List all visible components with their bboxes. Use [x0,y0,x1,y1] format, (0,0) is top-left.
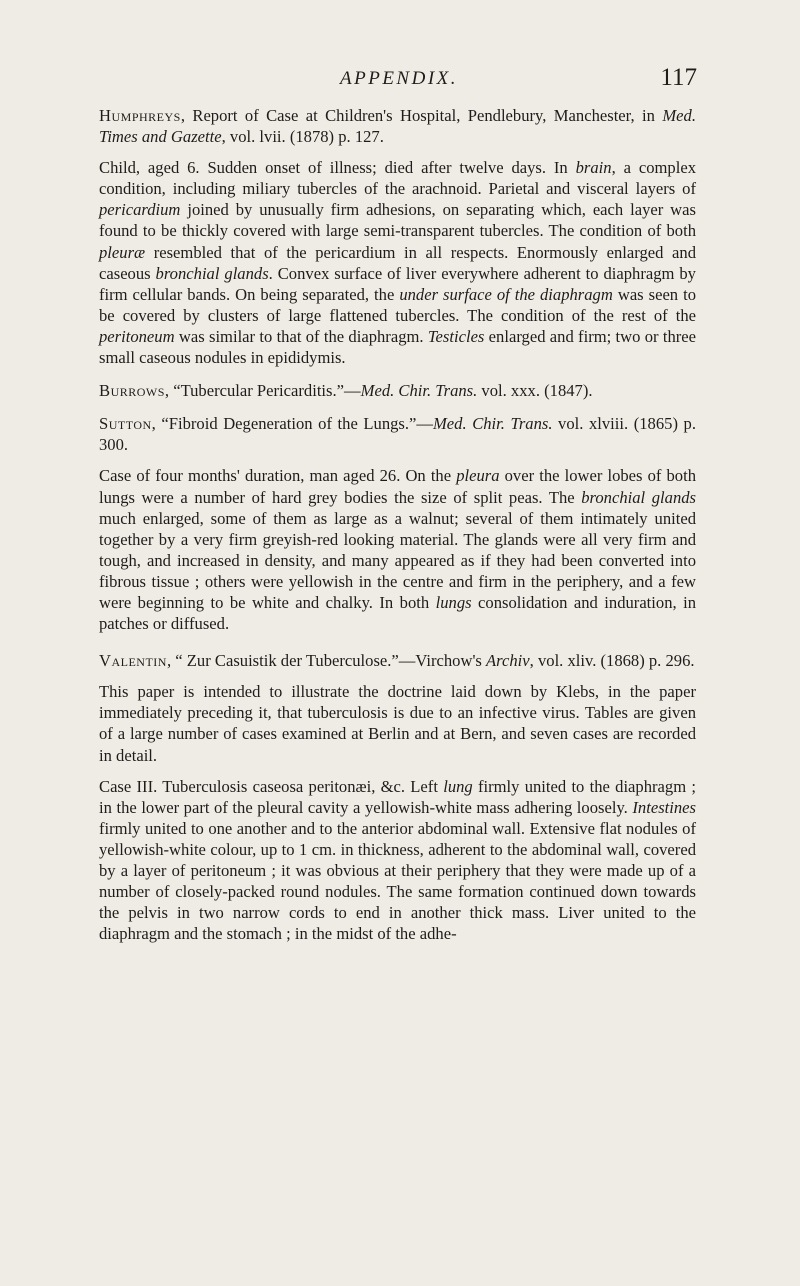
italic-term: Intestines [632,797,696,817]
paragraph-humphreys-case [99,157,696,368]
italic-term: bronchial glands [581,487,696,507]
citation-sutton [99,413,696,455]
journal-title: Med. Chir. Trans. [360,381,478,401]
text-run: consolidation and induration, in patches or diffused. [99,592,696,634]
text-run: firmly united to the diaphragm ; in the lower part of the pleural cavity a yellowish-white mass adhering loosely. [99,776,696,817]
text-run: much enlarged, some of them as large as a walnut; several of them intimately united together by a very firm greyish-red looking material. The glands were all very firm and tough, and increased in density, and many appeared as if they had been converted into fibrous tissue ; others were yellowish in the centre and firm in the periphery, and a few were beginning to be white and chalky. In both [99,508,696,612]
citation-humphreys [99,105,696,147]
text-run: , a complex condition, including miliary tubercles of the arachnoid. Parietal and visceral layers of [99,158,696,199]
body-text [99,105,696,944]
italic-term: lungs [435,592,472,612]
paragraph-valentin-intro: This paper is intended to illustrate the doctrine laid down by Klebs, in the paper immediately preceding it, that tuberculosis is due to an infective virus. Tables are given of a large number of cases examined at Berlin and at Bern, and seven cases are recorded in detail. [99,682,696,765]
citation-tail: vol. xlviii. (1865) p. 300. [99,414,696,455]
paragraph-valentin-case [99,776,696,945]
text-run: joined by unusually firm adhesions, on separating which, each layer was found to be thickly covered with large semi-transparent tubercles. The condition of both [99,200,696,241]
text-run: . Convex surface of liver everywhere adherent to diaphragm by firm cellular bands. On being separated, the [99,263,696,304]
page-number: 117 [660,64,697,91]
text-run: Child, aged 6. Sudden onset of illness; died after twelve days. In [99,158,576,178]
author-name: Burrows [99,381,165,401]
citation-text: , Report of Case at Children's Hospital, Pendlebury, Manchester, in [180,106,663,125]
text-run: Case of four months' duration, man aged 26. On the [99,466,457,486]
italic-term: lung [443,776,473,796]
author-name: Valentin [99,651,167,671]
journal-title: Archiv [486,651,530,671]
italic-term: brain [575,158,612,178]
text-run: Case III. Tuberculosis caseosa peritonæi, &c. Left [99,776,444,796]
text-run: was similar to that of the diaphragm. [174,326,428,346]
italic-term: pleuræ [99,242,146,262]
running-title: APPENDIX. [340,68,459,89]
text-run: was seen to be covered by clusters of large flattened tubercles. The condition of the rest of the [99,284,697,325]
citation-text: , “Tubercular Pericarditis.”— [164,381,361,401]
citation-text: , “Fibroid Degeneration of the Lungs.”— [151,414,433,434]
text-run: firmly united to one another and to the anterior abdominal wall. Extensive flat nodules of yellowish-white colour, up to 1 cm. in thickness, adherent to the abdominal wall, covered by a layer of peritoneum ; it was obvious at their periphery that they were made up of a number of closely-packed round nodules. The same formation continued down towards the pelvis in two narrow cords to end in another thick mass. Liver united to the diaphragm and the stomach ; in the midst of the adhe- [99,818,696,944]
text-run: resembled that of the pericardium in all respects. Enormously enlarged and caseous [99,242,696,283]
italic-term: Testicles [427,326,485,346]
citation-burrows [99,380,696,401]
citation-tail: , vol. xliv. (1868) p. 296. [529,651,695,671]
italic-term: pericardium [99,200,181,220]
italic-term: under surface of the diaphragm [399,284,613,304]
italic-term: peritoneum [99,326,175,346]
author-name: Humphreys [99,106,181,125]
italic-term: bronchial glands [155,263,269,283]
citation-valentin [99,650,696,671]
author-name: Sutton [99,414,152,434]
running-head [0,66,800,100]
journal-title: Med. Times and Gazette [99,106,696,147]
text-run: over the lower lobes of both lungs were a number of hard grey bodies the size of split peas. The [99,466,697,507]
citation-tail: vol. xxx. (1847). [477,381,593,401]
journal-title: Med. Chir. Trans. [432,414,553,434]
paragraph-sutton-case [99,465,696,634]
citation-tail: , vol. lvii. (1878) p. 127. [221,127,384,147]
text-run: enlarged and firm; two or three small caseous nodules in epididymis. [99,326,696,368]
italic-term: pleura [456,466,500,486]
citation-text: , “ Zur Casuistik der Tuberculose.”—Virchow's [166,651,487,671]
